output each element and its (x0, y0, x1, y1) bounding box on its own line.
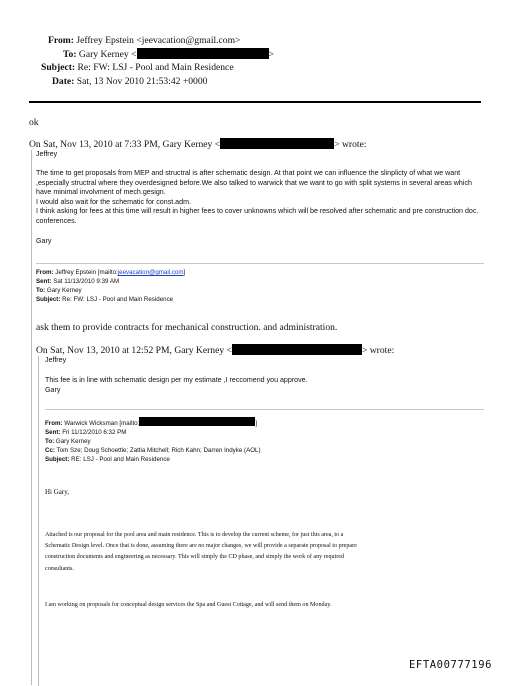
to-label: To: (63, 48, 77, 60)
quote1-bar (31, 150, 32, 685)
fwd1-to-value: Gary Kerney (46, 287, 82, 294)
header-from-row (48, 34, 240, 48)
fwd2-cc-value: Tom Sze; Doug Schoettle; Zattia Mitchell; Rich Kahn; Darren Indyke (AOL) (56, 447, 261, 454)
letter-para1-line: consultants. (45, 565, 74, 572)
fwd2-to-value: Gary Kerney (55, 438, 91, 445)
quote1-greeting: Jeffrey (36, 150, 58, 158)
fwd1-header (36, 268, 185, 304)
quote1-intro (29, 138, 366, 150)
quote2-intro (36, 344, 394, 356)
fwd2-from-end: ] (255, 420, 258, 427)
fwd1-sent-label: Sent: (36, 278, 52, 285)
quote2-greeting: Jeffrey (45, 356, 67, 364)
quote1-sign: Gary (36, 237, 52, 245)
fwd1-subject-label: Subject: (36, 296, 61, 303)
quote1-body (36, 169, 484, 227)
redaction-box (137, 48, 269, 59)
fwd2-subject-label: Subject: (45, 456, 70, 463)
letter-para1-line: Schematic Design level. Once that is done, assuming there are no major changes, we will provide a separate proposal to prepare (45, 543, 357, 550)
fwd1-from-value: Jeffrey Epstein [mailto: (55, 269, 118, 276)
letter-para1-line: Attached is our proposal for the pool area and main residence. This is to develop the current scheme, for just this area, to a (45, 532, 344, 538)
quote1-intro-text: On Sat, Nov 13, 2010 at 7:33 PM, Gary Kerney < (29, 139, 221, 150)
fwd1-sent-value: Sat 11/13/2010 9:39 AM (53, 278, 120, 285)
fwd2-from-label: From: (45, 420, 63, 427)
document-id: EFTA00777196 (409, 659, 493, 671)
quote1-intro-end: > wrote: (334, 139, 367, 150)
subject-value: Re: FW: LSJ - Pool and Main Residence (77, 62, 234, 73)
forward-divider (45, 409, 484, 410)
quote1-para3: I think asking for fees at this time will result in higher fees to cover unknowns which will be resolved after schematic and pre construction doc. conferences. (36, 207, 479, 225)
header-date-row (52, 75, 207, 89)
letter-para1 (45, 530, 357, 575)
reply2-text: ask them to provide contracts for mechanical construction. and administration. (36, 322, 338, 333)
from-label: From: (48, 35, 74, 46)
fwd1-email-link[interactable]: jeevacation@gmail.com (117, 269, 184, 276)
from-value: Jeffrey Epstein <jeevacation@gmail.com> (76, 35, 241, 46)
header-divider (29, 101, 481, 103)
letter-para2: I am working on proposals for conceptual design services the Spa and Guest Cottage, and will send them on Monday. (45, 602, 332, 608)
fwd2-sent-value: Fri 11/12/2010 6:32 PM (62, 429, 127, 436)
fwd1-from-end: ] (183, 269, 186, 276)
to-value: Gary Kerney < (78, 48, 137, 60)
quote2-sign: Gary (45, 385, 61, 394)
letter-greeting: Hi Gary, (45, 488, 70, 496)
quote2-intro-end: > wrote: (361, 345, 395, 356)
header-subject-row (41, 61, 234, 75)
redaction-box (139, 417, 258, 427)
forward-divider (36, 263, 484, 264)
letter-para1-line: construction documents and engineering as necessary. This will simply the CD phase, and simply the work of any required (45, 554, 345, 561)
date-value: Sat, 13 Nov 2010 21:53:42 +0000 (76, 75, 208, 87)
fwd2-cc-label: Cc: (45, 447, 55, 454)
header-to-row (63, 48, 274, 62)
fwd2-header (45, 417, 261, 464)
subject-label: Subject: (41, 62, 76, 73)
fwd2-sent-label: Sent: (45, 429, 61, 436)
fwd2-subject-value: RE: LSJ - Pool and Main Residence (71, 456, 170, 463)
fwd1-from-label: From: (36, 269, 54, 276)
fwd1-subject-value: Re: FW: LSJ - Pool and Main Residence (62, 296, 174, 303)
to-value-end: > (268, 48, 274, 60)
fwd1-to-label: To: (36, 287, 46, 294)
quote1-para1: The time to get proposals from MEP and structral is after schematic design. At that point we can influence the slinplicty of what we want ,especially structral where they overdesigned before.We also talked to warwick that we want to go with split systems in several areas which have minimal involvment of mech.gesign. (36, 169, 472, 197)
quote1-para2: I would also wait for the schematic for const.adm. (36, 197, 191, 206)
date-label: Date: (52, 75, 75, 87)
fwd2-from-value: Warwick Wicksman [mailto: (64, 420, 140, 427)
quote2-bar (38, 356, 39, 686)
redaction-box (232, 344, 362, 355)
quote2-intro-text: On Sat, Nov 13, 2010 at 12:52 PM, Gary Kerney < (36, 345, 232, 356)
reply-ok: ok (29, 117, 39, 128)
quote2-line1: This fee is in line with schematic design per my estimate ,I reccomend you approve. (45, 376, 308, 384)
redaction-box (220, 138, 334, 149)
fwd2-to-label: To: (45, 438, 55, 445)
